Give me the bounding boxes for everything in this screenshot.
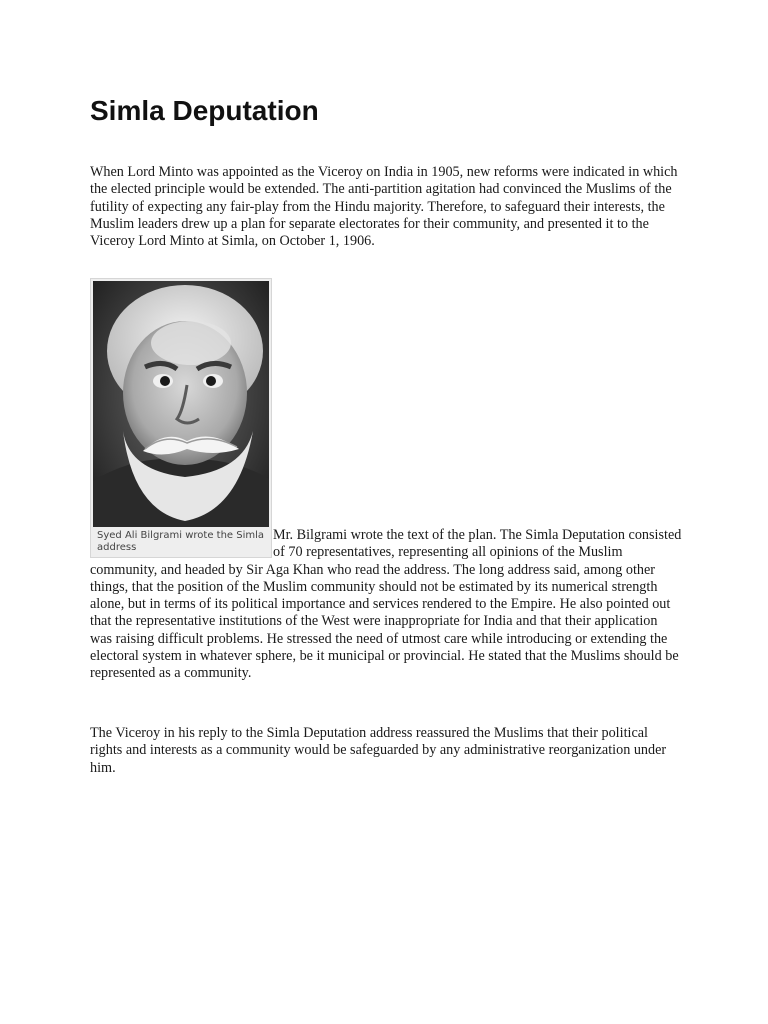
figure-caption: Syed Ali Bilgrami wrote the Simla address	[97, 530, 265, 553]
portrait-figure	[90, 278, 272, 558]
page-title: Simla Deputation	[90, 95, 319, 126]
paragraph-with-figure	[90, 278, 682, 683]
paragraph-intro: When Lord Minto was appointed as the Viceroy on India in 1905, new reforms were indicated in which the elected principle would be extended. The anti-partition agitation had convinced the Muslims of the futility of expecting any fair-play from the Hindu majority. Therefore, to safeguard their interests, the Muslim leaders drew up a plan for separate electorates for their community, and presented it to the Viceroy Lord Minto at Simla, on October 1, 1906.	[90, 164, 678, 250]
portrait-photo	[93, 281, 269, 527]
paragraph-reply: The Viceroy in his reply to the Simla Deputation address reassured the Muslims that their political rights and interests as a community would be safeguarded by any administrative reorganization under him.	[90, 725, 667, 776]
paragraph-body: Mr. Bilgrami wrote the text of the plan. The Simla Deputation consisted of 70 representatives, representing all opinions of the Muslim community, and headed by Sir Aga Khan who read the address. The long address said, among other things, that the position of the Muslim community should not be estimated by its numerical strength alone, but in terms of its political importance and services rendered to the Empire. He also pointed out that the representative institutions of the West were inappropriate for India and that their application was raising difficult problems. He stressed the need of utmost care while introducing or extending the electoral system in whatever sphere, be it municipal or provincial. He stated that the Muslims should be represented as a community.	[90, 527, 682, 682]
